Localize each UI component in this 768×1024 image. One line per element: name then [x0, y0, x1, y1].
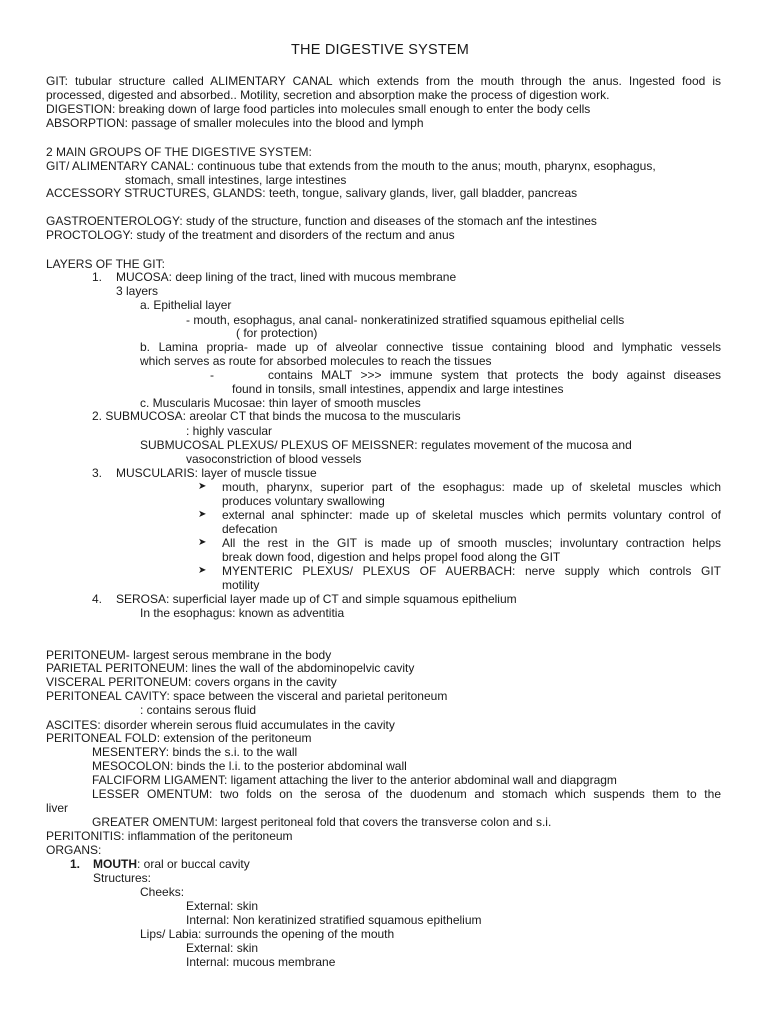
serosa-number: 4.: [92, 592, 103, 606]
submucosa-note: : highly vascular: [186, 424, 273, 438]
document-title: THE DIGESTIVE SYSTEM: [291, 42, 470, 58]
cheeks-label: Cheeks:: [140, 885, 185, 899]
mucosa-number: 1.: [92, 270, 103, 284]
lips-internal: Internal: mucous membrane: [186, 955, 336, 969]
accessory-structures: ACCESSORY STRUCTURES, GLANDS: teeth, tongue, salivary glands, liver, gall bladder, pancreas: [46, 186, 578, 200]
mouth-name: MOUTH: [93, 857, 137, 871]
meissner-plexus-line-2: vasoconstriction of blood vessels: [186, 452, 362, 466]
malt-line-2: found in tonsils, small intestines, appendix and large intestines: [232, 382, 564, 396]
lesser-omentum-line-1: LESSER OMENTUM: two folds on the serosa of the duodenum and stomach which suspends them to the: [92, 787, 721, 801]
muscularis-bullet-4-line-1: MYENTERIC PLEXUS/ PLEXUS OF AUERBACH: nerve supply which controls GIT: [222, 564, 721, 578]
muscularis-bullet-1-line-1: mouth, pharynx, superior part of the esophagus: made up of skeletal muscles which: [222, 480, 721, 494]
mucosa-layer-count: 3 layers: [116, 284, 159, 298]
mouth-description: : oral or buccal cavity: [137, 857, 250, 871]
alimentary-canal-line-1: GIT/ ALIMENTARY CANAL: continuous tube that extends from the mouth to the anus; mouth, pharynx, esophagus,: [46, 159, 656, 173]
muscularis-bullet-3-line-2: break down food, digestion and helps propel food along the GIT: [222, 550, 561, 564]
muscularis-bullet-2-line-2: defecation: [222, 522, 278, 536]
mouth-entry: [93, 857, 250, 871]
mesentery-definition: MESENTERY: binds the s.i. to the wall: [92, 745, 298, 759]
bullet-arrow-icon: ➤: [198, 509, 207, 520]
meissner-plexus-line-1: SUBMUCOSAL PLEXUS/ PLEXUS OF MEISSNER: regulates movement of the mucosa and: [140, 438, 632, 452]
bullet-arrow-icon: ➤: [198, 481, 207, 492]
malt-dash: -: [210, 368, 214, 382]
absorption-definition: ABSORPTION: passage of smaller molecules into the blood and lymph: [46, 116, 424, 130]
falciform-ligament: FALCIFORM LIGAMENT: ligament attaching the liver to the anterior abdominal wall and diapgragm: [92, 773, 617, 787]
bullet-arrow-icon: ➤: [198, 565, 207, 576]
muscularis-mucosae: c. Muscularis Mucosae: thin layer of smooth muscles: [140, 396, 421, 410]
lamina-propria-line-2: which serves as route for absorbed molecules to reach the tissues: [140, 354, 492, 368]
peritoneal-fold: PERITONEAL FOLD: extension of the peritoneum: [46, 731, 312, 745]
parietal-peritoneum: PARIETAL PERITONEUM: lines the wall of the abdominopelvic cavity: [46, 661, 415, 675]
muscularis-number: 3.: [92, 466, 103, 480]
organs-heading: ORGANS:: [46, 843, 102, 857]
cheeks-internal: Internal: Non keratinized stratified squamous epithelium: [186, 913, 482, 927]
serosa-note: In the esophagus: known as adventitia: [140, 606, 345, 620]
peritoneal-cavity: PERITONEAL CAVITY: space between the visceral and parietal peritoneum: [46, 689, 448, 703]
layers-heading: LAYERS OF THE GIT:: [46, 257, 165, 271]
alimentary-canal-line-2: stomach, small intestines, large intestines: [125, 173, 347, 187]
muscularis-definition: MUSCULARIS: layer of muscle tissue: [116, 466, 317, 480]
greater-omentum: GREATER OMENTUM: largest peritoneal fold that covers the transverse colon and s.i.: [92, 815, 552, 829]
lips-label: Lips/ Labia: surrounds the opening of the mouth: [140, 927, 395, 941]
epithelial-layer-note: ( for protection): [236, 326, 318, 340]
git-definition-line-2: processed, digested and absorbed.. Motility, secretion and absorption make the process of digestion work.: [46, 88, 610, 102]
submucosa-definition: 2. SUBMUCOSA: areolar CT that binds the mucosa to the muscularis: [92, 409, 461, 423]
main-groups-heading: 2 MAIN GROUPS OF THE DIGESTIVE SYSTEM:: [46, 145, 312, 159]
mesocolon-definition: MESOCOLON: binds the l.i. to the posterior abdominal wall: [92, 759, 407, 773]
epithelial-layer-label: a. Epithelial layer: [140, 298, 232, 312]
ascites-definition: ASCITES: disorder wherein serous fluid accumulates in the cavity: [46, 718, 395, 732]
mucosa-definition: MUCOSA: deep lining of the tract, lined with mucous membrane: [116, 270, 457, 284]
muscularis-bullet-2-line-1: external anal sphincter: made up of skeletal muscles which permits voluntary control of: [222, 508, 721, 522]
git-definition-line-1: GIT: tubular structure called ALIMENTARY CANAL which extends from the mouth through the anus. Ingested food is: [46, 74, 721, 88]
lips-external: External: skin: [186, 941, 259, 955]
peritonitis-definition: PERITONITIS: inflammation of the peritoneum: [46, 829, 293, 843]
digestion-definition: DIGESTION: breaking down of large food particles into molecules small enough to enter the body cells: [46, 102, 591, 116]
cheeks-external: External: skin: [186, 899, 259, 913]
visceral-peritoneum: VISCERAL PERITONEUM: covers organs in the cavity: [46, 675, 337, 689]
mouth-number: 1.: [70, 857, 81, 871]
lesser-omentum-line-2: liver: [46, 801, 69, 815]
proctology-definition: PROCTOLOGY: study of the treatment and disorders of the rectum and anus: [46, 228, 455, 242]
muscularis-bullet-1-line-2: produces voluntary swallowing: [222, 494, 385, 508]
structures-label: Structures:: [93, 871, 152, 885]
gastroenterology-definition: GASTROENTEROLOGY: study of the structure, function and diseases of the stomach anf the intestines: [46, 214, 597, 228]
serosa-definition: SEROSA: superficial layer made up of CT and simple squamous epithelium: [116, 592, 517, 606]
malt-line-1: contains MALT >>> immune system that protects the body against diseases: [268, 368, 721, 382]
bullet-arrow-icon: ➤: [198, 537, 207, 548]
lamina-propria-line-1: b. Lamina propria- made up of alveolar connective tissue containing blood and lymphatic vessels: [140, 340, 721, 354]
epithelial-layer-detail: - mouth, esophagus, anal canal- nonkeratinized stratified squamous epithelial cells: [186, 313, 625, 327]
peritoneal-cavity-note: : contains serous fluid: [140, 703, 257, 717]
peritoneum-definition: PERITONEUM- largest serous membrane in the body: [46, 648, 332, 662]
muscularis-bullet-3-line-1: All the rest in the GIT is made up of smooth muscles; involuntary contraction helps: [222, 536, 721, 550]
muscularis-bullet-4-line-2: motility: [222, 578, 260, 592]
